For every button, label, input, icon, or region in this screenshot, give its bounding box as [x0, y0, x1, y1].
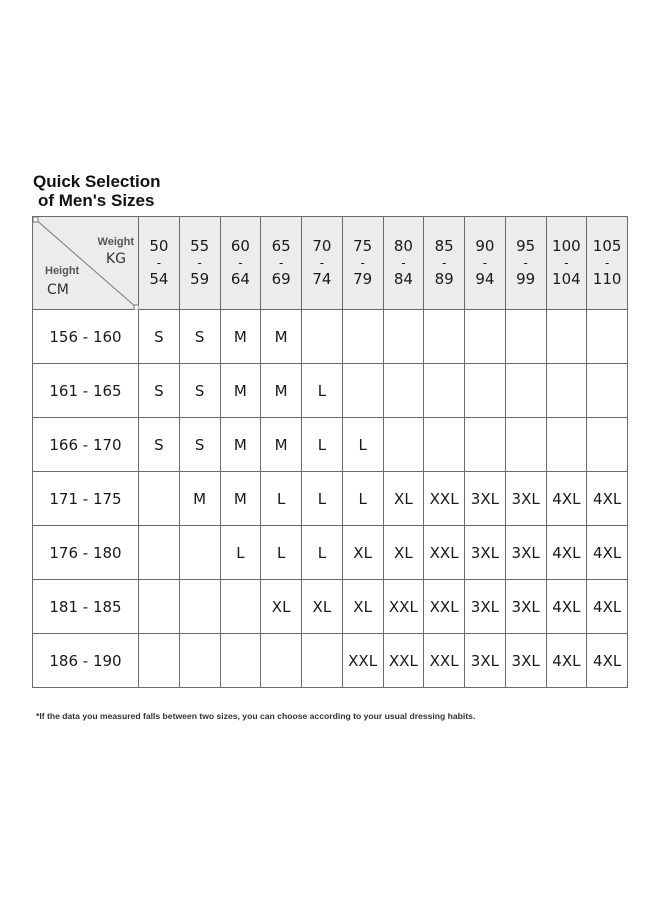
weight-range-from: 65 [271, 237, 291, 255]
table-row [33, 634, 628, 688]
height-range-cell: 176 - 180 [33, 526, 139, 580]
height-range-cell: 161 - 165 [33, 364, 139, 418]
size-cell: 3XL [505, 472, 546, 526]
size-cell [261, 634, 302, 688]
size-cell: XXL [342, 634, 383, 688]
size-cell: M [220, 364, 261, 418]
footnote: *If the data you measured falls between two sizes, you can choose according to your usual dressing habits. [36, 711, 476, 721]
range-dash: - [401, 256, 406, 270]
size-cell: L [220, 526, 261, 580]
range-dash: - [604, 256, 610, 270]
size-cell: 4XL [587, 472, 628, 526]
weight-range-from: 85 [434, 237, 454, 255]
size-cell [139, 580, 180, 634]
range-dash: - [197, 256, 202, 270]
size-cell: XXL [424, 472, 465, 526]
chart-title [33, 172, 161, 210]
size-cell: L [302, 472, 343, 526]
weight-range-header [139, 217, 180, 310]
weight-range-to: 84 [393, 270, 413, 288]
range-dash: - [238, 256, 243, 270]
size-cell: S [139, 364, 180, 418]
size-cell [505, 310, 546, 364]
size-cell [302, 310, 343, 364]
size-cell [546, 418, 587, 472]
height-label: Height [45, 265, 80, 277]
size-cell [383, 418, 424, 472]
weight-range-to: 54 [149, 270, 169, 288]
weight-range-from: 90 [475, 237, 495, 255]
size-cell: L [302, 418, 343, 472]
range-dash: - [278, 256, 284, 270]
weight-range-header [505, 217, 546, 310]
weight-range-header [587, 217, 628, 310]
size-cell [383, 364, 424, 418]
weight-range-from: 70 [312, 237, 332, 255]
size-cell: XL [383, 526, 424, 580]
size-cell [139, 634, 180, 688]
weight-range-to: 99 [516, 270, 536, 288]
size-cell: XL [342, 526, 383, 580]
range-dash: - [319, 256, 325, 270]
size-cell [546, 364, 587, 418]
weight-range-to: 79 [353, 270, 373, 288]
weight-range-header [424, 217, 465, 310]
size-cell [424, 418, 465, 472]
size-cell [587, 418, 628, 472]
weight-range-header [302, 217, 343, 310]
size-cell [220, 580, 261, 634]
size-cell [465, 364, 506, 418]
size-cell: 4XL [587, 580, 628, 634]
size-cell: S [139, 310, 180, 364]
size-cell: 4XL [587, 526, 628, 580]
size-cell: 3XL [465, 580, 506, 634]
range-dash: - [360, 256, 365, 270]
size-cell: L [302, 364, 343, 418]
size-cell: XL [302, 580, 343, 634]
size-cell: XXL [424, 580, 465, 634]
weight-range-to: 110 [592, 270, 622, 288]
size-cell: XXL [424, 634, 465, 688]
size-cell [139, 472, 180, 526]
size-cell: L [261, 526, 302, 580]
range-dash: - [564, 256, 569, 270]
weight-range-to: 89 [434, 270, 454, 288]
size-cell: XXL [383, 634, 424, 688]
table-row [33, 418, 628, 472]
weight-range-header [220, 217, 261, 310]
size-cell: XL [261, 580, 302, 634]
size-cell: M [261, 364, 302, 418]
weight-range-from: 95 [516, 237, 536, 255]
size-cell: 4XL [546, 580, 587, 634]
size-cell: 3XL [505, 526, 546, 580]
weight-header-row [33, 217, 628, 310]
weight-range-to: 69 [271, 270, 291, 288]
size-cell: M [261, 418, 302, 472]
table-row [33, 310, 628, 364]
size-cell [383, 310, 424, 364]
size-cell: 3XL [465, 526, 506, 580]
size-cell [302, 634, 343, 688]
weight-range-from: 80 [393, 237, 413, 255]
size-cell: M [261, 310, 302, 364]
weight-range-to: 104 [552, 270, 581, 288]
weight-range-header [546, 217, 587, 310]
height-unit: CM [47, 282, 69, 298]
size-cell [505, 364, 546, 418]
height-range-cell: 186 - 190 [33, 634, 139, 688]
range-dash: - [441, 256, 447, 270]
size-cell: XL [342, 580, 383, 634]
size-cell: L [342, 418, 383, 472]
size-cell: 4XL [546, 526, 587, 580]
range-dash: - [523, 256, 528, 270]
size-cell [220, 634, 261, 688]
table-row [33, 580, 628, 634]
size-cell [587, 364, 628, 418]
size-cell: XXL [383, 580, 424, 634]
size-cell: 3XL [465, 634, 506, 688]
size-cell [342, 310, 383, 364]
weight-range-header [179, 217, 220, 310]
size-cell [179, 634, 220, 688]
size-cell: L [342, 472, 383, 526]
height-range-cell: 181 - 185 [33, 580, 139, 634]
weight-range-header [261, 217, 302, 310]
range-dash: - [156, 256, 162, 270]
weight-range-header [465, 217, 506, 310]
weight-range-to: 59 [190, 270, 210, 288]
range-dash: - [482, 256, 488, 270]
table-row [33, 472, 628, 526]
weight-range-from: 75 [353, 237, 373, 255]
height-range-cell: 171 - 175 [33, 472, 139, 526]
size-chart-table [32, 216, 628, 688]
size-cell: 3XL [505, 634, 546, 688]
size-cell [546, 310, 587, 364]
size-cell: 3XL [465, 472, 506, 526]
size-cell [424, 364, 465, 418]
size-cell [505, 418, 546, 472]
size-cell [342, 364, 383, 418]
size-cell [179, 580, 220, 634]
weight-range-from: 50 [149, 237, 169, 255]
size-cell [139, 526, 180, 580]
weight-range-to: 94 [475, 270, 495, 288]
weight-range-from: 60 [230, 237, 250, 255]
corner-cell [33, 217, 139, 310]
size-cell: M [220, 418, 261, 472]
weight-range-header [342, 217, 383, 310]
weight-label: Weight [97, 236, 134, 248]
size-cell: L [261, 472, 302, 526]
size-cell: S [179, 364, 220, 418]
table-row [33, 364, 628, 418]
chart-title-line1: Quick Selection [33, 172, 161, 191]
size-cell: L [302, 526, 343, 580]
size-cell: XXL [424, 526, 465, 580]
size-cell [179, 526, 220, 580]
size-cell [424, 310, 465, 364]
size-cell: 3XL [505, 580, 546, 634]
size-cell: 4XL [587, 634, 628, 688]
weight-range-from: 100 [552, 237, 581, 255]
size-cell: M [220, 472, 261, 526]
weight-range-to: 64 [230, 270, 250, 288]
size-cell [465, 418, 506, 472]
size-cell: M [220, 310, 261, 364]
size-cell: S [179, 310, 220, 364]
chart-title-line2: of Men's Sizes [38, 191, 155, 210]
weight-range-from: 55 [190, 237, 210, 255]
size-cell: 4XL [546, 472, 587, 526]
weight-range-header [383, 217, 424, 310]
size-cell: S [179, 418, 220, 472]
size-cell: 4XL [546, 634, 587, 688]
table-row [33, 526, 628, 580]
height-range-cell: 166 - 170 [33, 418, 139, 472]
size-cell: M [179, 472, 220, 526]
size-cell [587, 310, 628, 364]
weight-unit: KG [105, 251, 126, 267]
size-cell: S [139, 418, 180, 472]
size-cell [465, 310, 506, 364]
size-cell: XL [383, 472, 424, 526]
height-range-cell: 156 - 160 [33, 310, 139, 364]
weight-range-to: 74 [312, 270, 332, 288]
weight-range-from: 105 [592, 237, 622, 255]
